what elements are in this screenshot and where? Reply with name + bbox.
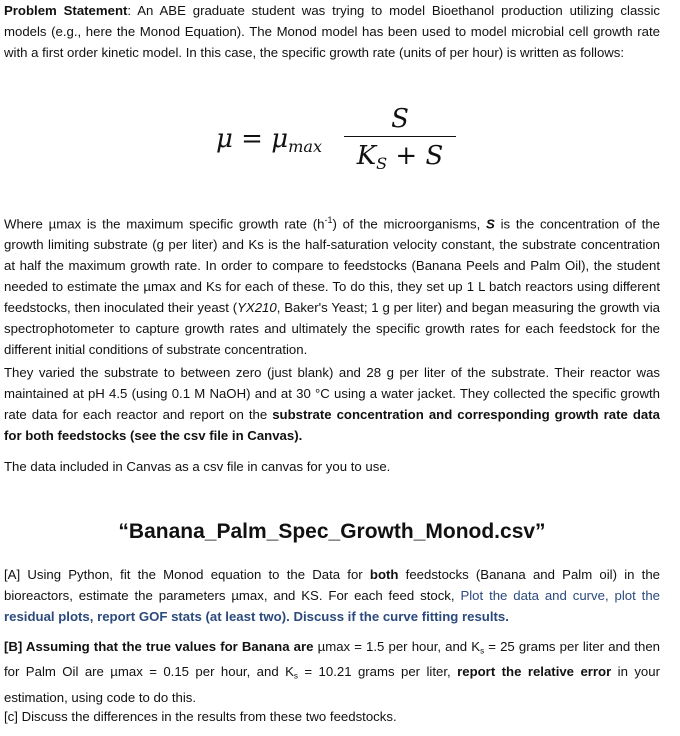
p1-text-4: , Baker's Yeast; 1 g per liter) and began measuring the growth via spectrophotometer to capture growth rates and ultimately the specific growth rates for each feedstock for the different initial conditions of substrate concentration. xyxy=(4,300,660,358)
p1-text-1: Where µmax is the maximum specific growth rate (h xyxy=(4,216,325,232)
denominator-rest: + S xyxy=(387,141,444,171)
qb-sub-2: s xyxy=(293,671,298,681)
mu-max-symbol: μ xyxy=(271,124,289,154)
qa-text-2: feedstocks (Banana and Palm oil) in the bioreactors, estimate the parameters µmax, and KS. For each feed stock, xyxy=(4,567,661,603)
question-b xyxy=(4,636,660,708)
p2-bold: substrate concentration and corresponding growth rate data for both feedstocks (see the csv file in Canvas). xyxy=(4,407,660,443)
question-a xyxy=(4,564,660,627)
problem-statement xyxy=(4,0,660,63)
max-subscript: max xyxy=(288,136,323,156)
k-subscript: S xyxy=(376,153,388,173)
mu-symbol: μ xyxy=(216,124,233,154)
csv-filename: “Banana_Palm_Spec_Growth_Monod.csv” xyxy=(118,520,546,543)
p1-text-2: ) of the microorganisms, xyxy=(332,216,487,232)
p1-text-3: is the concentration of the growth limiting substrate (g per liter) and Ks is the half-saturation velocity constant, the substrate concentration at half the maximum growth rate. In order to compare to feedstocks (Banana Peels and Palm Oil), the student needed to estimate the µmax and Ks for each of these. To do this, they set up 1 L batch reactors using different feedstocks, then inoculated their yeast ( xyxy=(4,216,660,316)
question-b-text xyxy=(4,636,660,708)
qb-text-3: = 10.21 grams per liter, xyxy=(297,664,458,680)
qb-text-1: µmax = 1.5 per hour, and K xyxy=(313,639,481,654)
monod-equation xyxy=(4,104,660,172)
equals-sign: = xyxy=(232,124,272,154)
data-note-text: The data included in Canvas as a csv file in canvas for you to use. xyxy=(4,459,391,474)
qa-bold-1: both xyxy=(369,567,399,582)
equation-lhs xyxy=(216,124,322,156)
qa-blue-text: Plot the data and curve, plot the xyxy=(460,588,661,603)
definitions-paragraph xyxy=(4,210,660,360)
p1-yeast-strain: YX210 xyxy=(237,300,277,316)
qa-bold-2: residual plots, report GOF stats (at least two). Discuss if the curve fitting results. xyxy=(4,609,509,624)
fraction-numerator: S xyxy=(391,104,409,134)
equation-fraction xyxy=(344,104,456,171)
qb-text-2: = 25 grams per liter and then for Palm Oil are µmax = 0.15 per hour, and K xyxy=(4,639,660,680)
p1-superscript: -1 xyxy=(324,215,333,225)
question-a-text xyxy=(4,564,660,627)
question-c-text: [c] Discuss the differences in the results from these two feedstocks. xyxy=(4,709,397,724)
qb-text-4: in your estimation, using code to do this. xyxy=(4,664,660,705)
substrate-paragraph xyxy=(4,362,660,446)
qb-sub-1: s xyxy=(480,646,485,656)
k-symbol: K xyxy=(356,141,377,171)
problem-label: Problem Statement xyxy=(4,3,128,18)
data-note-paragraph xyxy=(4,456,660,477)
p1-s-symbol: S xyxy=(486,216,495,232)
problem-statement-paragraph xyxy=(4,0,660,63)
qa-text-1: [A] Using Python, fit the Monod equation to the Data for xyxy=(4,567,370,582)
p2-text-1: They varied the substrate to between zero (just blank) and 28 g per liter of the substrate. Their reactor was maintained at pH 4.5 (using 0.1 M NaOH) and at 30 °C using a water jacket. They collected the specific growth rate data for each reactor and report on the xyxy=(4,365,660,422)
question-c xyxy=(4,706,660,727)
qb-bold-2: report the relative error xyxy=(457,664,612,680)
substrate-text xyxy=(4,362,660,446)
fraction-bar xyxy=(344,136,456,137)
qb-bold-1: [B] Assuming that the true values for Banana are xyxy=(4,639,314,654)
problem-text: : An ABE graduate student was trying to model Bioethanol production utilizing classic models (e.g., here the Monod Equation). The Monod model has been used to model microbial cell growth rate with a first order kinetic model. In this case, the specific growth rate (units of per hour) is written as follows: xyxy=(4,3,660,60)
definitions-text xyxy=(4,210,660,360)
fraction-denominator xyxy=(344,141,456,171)
